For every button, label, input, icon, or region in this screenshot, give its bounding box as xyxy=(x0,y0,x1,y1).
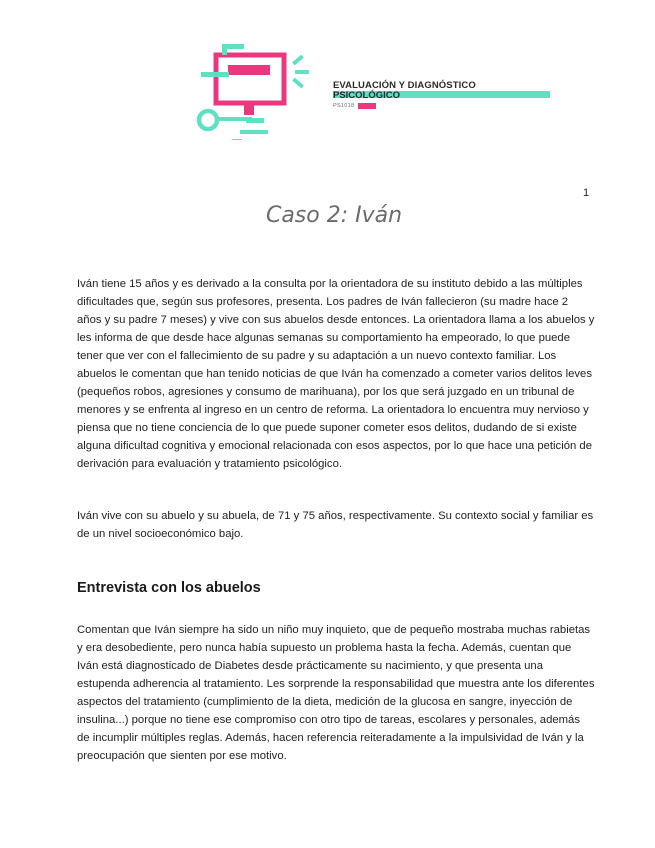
logo-subtitle-text: PSICOLÓGICO xyxy=(333,90,401,101)
course-code: PS1018 xyxy=(333,103,355,109)
logo-pink-tag xyxy=(358,103,376,109)
computer-monitor-icon xyxy=(194,40,324,140)
logo-subtitle xyxy=(333,91,400,101)
section-heading: Entrevista con los abuelos xyxy=(77,580,261,596)
case-title: Caso 2: Iván xyxy=(265,203,403,228)
interview-paragraph: Comentan que Iván siempre ha sido un niño muy inquieto, que de pequeño mostraba muchas rabietas y era desobediente, pero nunca había supuesto un problema hasta la fecha. Además, cuentan que Iván está diagnosticado de Diabetes desde prácticamente su nacimiento, y que presenta una estupenda adherencia al tratamiento. Les sorprende la responsabilidad que muestra ante los diferentes aspectos del tratamiento (cumplimiento de la dieta, medición de la glucosa en sangre, inyección de insulina...) porque no tiene ese compromiso con otro tipo de tareas, escolares y personales, además de incumplir múltiples reglas. Además, hacen referencia reiteradamente a la impulsividad de Iván y la preocupación que sienten por ese motivo. xyxy=(77,624,595,762)
page-number: 1 xyxy=(583,187,590,199)
context-paragraph: Iván vive con su abuelo y su abuela, de 71 y 75 años, respectivamente. Su contexto social y familiar es de un nivel socioeconómico bajo. xyxy=(77,510,594,540)
page-header xyxy=(0,0,655,150)
intro-paragraph: Iván tiene 15 años y es derivado a la consulta por la orientadora de su instituto debido a las múltiples dificultades que, según sus profesores, presenta. Los padres de Iván fallecieron (su madre hace 2 años y su padre 7 meses) y vive con sus abuelos desde entonces. La orientadora llama a los abuelos y les informa de que desde hace algunas semanas su comportamiento ha empeorado, lo que puede tener que ver con el fallecimiento de su padre y su adaptación a un nuevo contexto familiar. Los abuelos le comentan que han tenido noticias de que Iván ha comenzado a cometer varios delitos leves (pequeños robos, agresiones y consumo de marihuana), por los que será juzgado en un tribunal de menores y se enfrenta al ingreso en un centro de reforma. La orientadora lo encuentra muy nervioso y piensa que no tiene conciencia de lo que puede suponer cometer esos delitos, dudando de si existe alguna dificultad cognitiva y emocional relacionada con esos aspectos, por lo que hace una petición de derivación para evaluación y tratamiento psicológico. xyxy=(77,278,595,470)
logo-title: EVALUACIÓN Y DIAGNÓSTICO xyxy=(333,80,476,91)
